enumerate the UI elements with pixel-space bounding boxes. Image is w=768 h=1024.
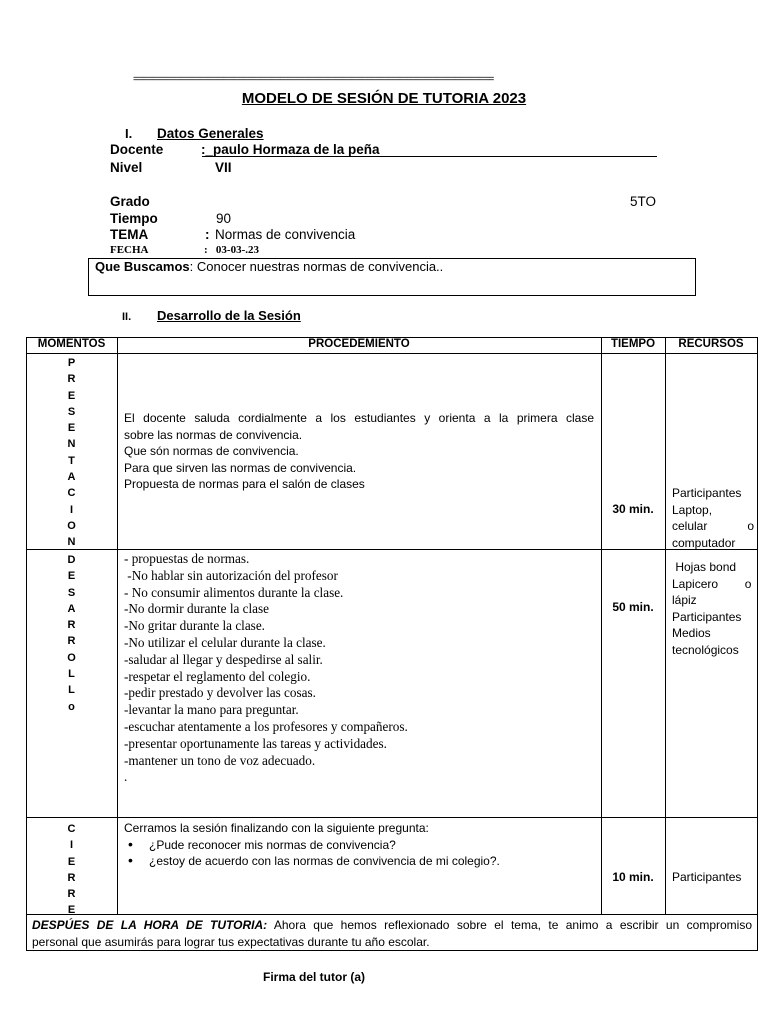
- procedimiento-line: sobre las normas de convivencia.: [124, 427, 303, 442]
- nivel-value: VII: [215, 160, 232, 175]
- list-item: • ¿estoy de acuerdo con las normas de convivencia de mi colegio?.: [124, 853, 594, 870]
- section-2-title: Desarrollo de la Sesión: [157, 308, 301, 323]
- que-buscamos: [95, 259, 443, 274]
- recursos-presentacion: Participantes Laptop, celular o computador: [672, 486, 755, 550]
- footer-line-1: Ahora que hemos reflexionado sobre el tema, te animo a escribir un compromiso: [267, 918, 752, 932]
- header-momentos: MOMENTOS: [37, 338, 106, 350]
- header-recursos: RECURSOS: [678, 338, 744, 350]
- recursos-cierre: Participantes: [672, 870, 742, 884]
- tema-colon: :: [205, 227, 210, 242]
- table-border-right: [757, 337, 758, 951]
- docente-underline: [202, 156, 657, 157]
- nivel-label: Nivel: [110, 160, 143, 175]
- procedimiento-line: Propuesta de normas para el salón de clases: [124, 477, 365, 491]
- table-col-2-divider: [601, 337, 602, 915]
- table-header-bottom: [26, 353, 758, 354]
- tema-label: TEMA: [110, 227, 149, 242]
- fecha-label: FECHA: [110, 244, 149, 256]
- tiempo-desarrollo: 50 min.: [612, 600, 654, 614]
- que-buscamos-label: Que Buscamos: [95, 259, 190, 274]
- recursos-desarrollo: Hojas bond Lapicero o lápiz Participantes Medios tecnológicos: [672, 560, 752, 657]
- table-border-bottom: [26, 950, 758, 951]
- procedimiento-cierre: Cerramos la sesión finalizando con la siguiente pregunta: • ¿Pude reconocer mis normas de convivencia? • ¿estoy de acuerdo con las normas de convivencia de mi colegio?.: [124, 820, 594, 870]
- grado-value: 5TO: [630, 194, 657, 209]
- docente-label: Docente: [110, 142, 164, 157]
- procedimiento-line: El docente saluda cordialmente a los estudiantes y orienta a la primera clase: [124, 411, 594, 425]
- table-col-1-divider: [117, 337, 118, 915]
- footer-heading: DESPÚES DE LA HORA DE TUTORIA:: [32, 918, 268, 932]
- tiempo-label: Tiempo: [110, 211, 158, 226]
- procedimiento-desarrollo: - propuestas de normas. -No hablar sin autorización del profesor - No consumir alimentos durante la clase. -No dormir durante la clase -No gritar durante la clase. -No utilizar el celular durante la clase. -saludar al llegar y despedirse al salir. -respetar el reglamento del colegio. -pedir prestado y devolver las cosas. -levantar la mano para preguntar. -escuchar atentamente a los profesores y compañeros. -presentar oportunamente las tareas y actividades. -mantener un tono de voz adecuado. .: [124, 551, 408, 785]
- cierre-bullet-list: [124, 837, 594, 870]
- tiempo-value: 90: [216, 211, 232, 226]
- momento-presentacion: P R E S E N T A C I O N: [67, 357, 76, 549]
- firma-tutor: Firma del tutor (a): [263, 970, 366, 984]
- table-row-2-bottom: [26, 817, 758, 818]
- tiempo-presentacion: 30 min.: [612, 502, 654, 516]
- tema-value: Normas de convivencia: [215, 227, 356, 242]
- docente-value: :_paulo Hormaza de la peña: [201, 142, 380, 157]
- momento-cierre: C I E R R E: [67, 823, 76, 917]
- table-row-3-bottom: [26, 914, 758, 915]
- que-buscamos-value: : Conocer nuestras normas de convivencia..: [189, 259, 444, 274]
- tiempo-cierre: 10 min.: [612, 870, 654, 884]
- session-table: [26, 337, 758, 951]
- momento-desarrollo: D E S A R R O L L o: [67, 554, 76, 713]
- table-footer: [32, 917, 752, 950]
- header-rule: ============================================================================: [133, 74, 494, 85]
- grado-label: Grado: [110, 194, 150, 209]
- table-row-1-bottom: [26, 549, 758, 550]
- section-2-numeral: II.: [122, 311, 132, 323]
- procedimiento-line: Para que sirven las normas de convivencia.: [124, 460, 357, 475]
- section-1-numeral: I.: [125, 126, 133, 141]
- section-1-title: Datos Generales: [157, 126, 264, 141]
- fecha-value: : 03-03-.23: [204, 244, 259, 256]
- list-item: • ¿Pude reconocer mis normas de convivencia?: [124, 837, 594, 854]
- procedimiento-line: Que són normas de convivencia.: [124, 444, 299, 458]
- table-col-3-divider: [665, 337, 666, 915]
- header-procedimiento: PROCEDEMIENTO: [308, 338, 410, 350]
- page-title: MODELO DE SESIÓN DE TUTORIA 2023: [241, 90, 527, 107]
- footer-line-2: personal que asumirás para lograr tus expectativas durante tu año escolar.: [32, 934, 430, 949]
- header-tiempo: TIEMPO: [610, 338, 656, 350]
- procedimiento-presentacion: [124, 410, 594, 493]
